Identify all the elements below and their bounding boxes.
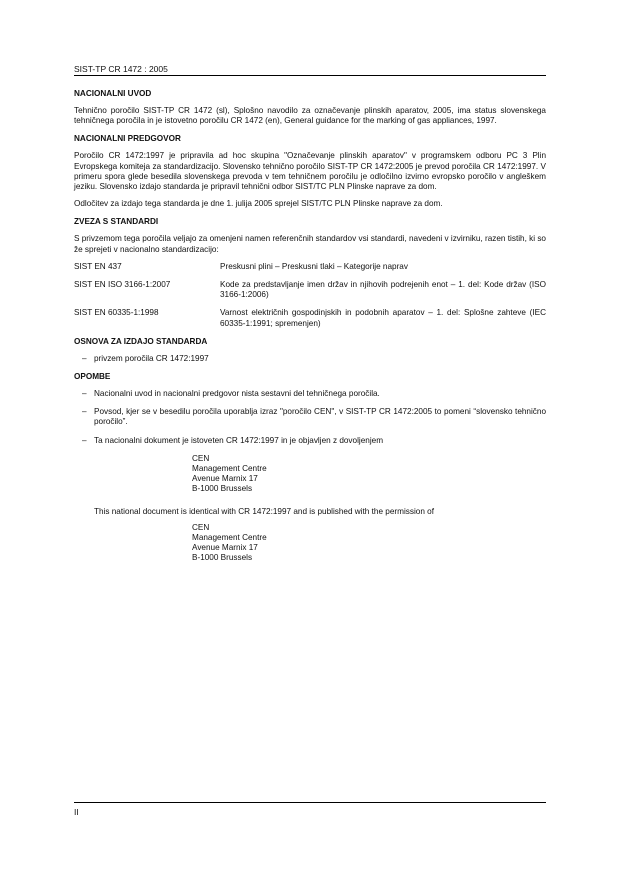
- section-heading: OPOMBE: [74, 372, 111, 382]
- address-block: [192, 454, 546, 495]
- bullet-list: [74, 389, 546, 446]
- section-heading: NACIONALNI PREDGOVOR: [74, 134, 181, 144]
- paragraph: Odločitev za izdajo tega standarda je dne 1. julija 2005 sprejel SIST/TC PLN Plinske naprave za dom.: [74, 199, 443, 209]
- standard-row: [74, 262, 546, 272]
- address-line: Management Centre: [192, 533, 267, 543]
- standard-title: Varnost električnih gospodinjskih in podobnih aparatov – 1. del: Splošne zahteve (IEC 60335-1:1991; spremenjen): [220, 308, 546, 328]
- address-block: [192, 523, 546, 564]
- page-number: II: [74, 807, 79, 817]
- paragraph: Poročilo CR 1472:1997 je pripravila ad hoc skupina "Označevanje plinskih aparatov" v programskem odboru PC 3 Plin Evropskega komiteja za standardizacijo. Slovensko tehnično poročilo SIST-TP CR 1472:2005 je prevod poročila CR 1472:1997. V primeru spora glede besedila slovenskega prevoda v tem tehničnem poročilu je odločilno izvirno evropsko poročilo v angleškem jeziku. Slovensko izdajo standarda je pripravil tehnični odbor SIST/TC PLN Plinske naprave za dom.: [74, 151, 546, 192]
- paragraph: S privzemom tega poročila veljajo za omenjeni namen referenčnih standardov vsi standardi, navedeni v izvirniku, razen tistih, ki so že sprejeti v nacionalno standardizacijo:: [74, 234, 546, 254]
- header-rule: [74, 75, 546, 76]
- section-heading: OSNOVA ZA IZDAJO STANDARDA: [74, 336, 208, 346]
- standard-row: [74, 308, 546, 328]
- document-header: SIST-TP CR 1472 : 2005: [74, 64, 168, 74]
- section-nacionalni-uvod: [74, 89, 546, 126]
- standard-title: Kode za predstavljanje imen držav in njihovih podrejenih enot – 1. del: Kode držav (ISO 3166-1:2006): [220, 280, 546, 300]
- dash-bullet: –: [82, 435, 87, 445]
- dash-bullet: –: [82, 353, 87, 363]
- standard-code: SIST EN ISO 3166-1:2007: [74, 280, 171, 290]
- standard-title: Preskusni plini – Preskusni tlaki – Kategorije naprav: [220, 261, 408, 271]
- list-item: [74, 389, 546, 399]
- list-item-text: Ta nacionalni dokument je istoveten CR 1472:1997 in je objavljen z dovoljenjem: [94, 435, 384, 445]
- english-note: This national document is identical with CR 1472:1997 and is published with the permission of: [94, 506, 434, 516]
- section-nacionalni-predgovor: [74, 134, 546, 209]
- list-item-text: Nacionalni uvod in nacionalni predgovor nista sestavni del tehničnega poročila.: [94, 389, 380, 399]
- section-osnova: [74, 337, 546, 364]
- section-opombe: [74, 372, 546, 564]
- standard-code: SIST EN 60335-1:1998: [74, 308, 159, 318]
- address-line: Avenue Marnix 17: [192, 474, 258, 484]
- standard-code: SIST EN 437: [74, 261, 122, 271]
- bullet-list: [74, 354, 546, 364]
- list-item: [74, 354, 546, 364]
- dash-bullet: –: [82, 407, 87, 417]
- list-item: [74, 407, 546, 427]
- address-line: Avenue Marnix 17: [192, 543, 258, 553]
- footer-rule: [74, 802, 546, 803]
- address-line: B-1000 Brussels: [192, 553, 253, 563]
- page-content: [74, 89, 546, 576]
- address-line: CEN: [192, 522, 210, 532]
- standard-row: [74, 280, 546, 300]
- section-zveza-s-standardi: [74, 217, 546, 328]
- paragraph: Tehnično poročilo SIST-TP CR 1472 (sl), Splošno navodilo za označevanje plinskih aparatov, 2005, ima status slovenskega tehničnega poročila in je istovetno poročilu CR 1472 (en), General guidance for the marking of gas appliances, 1997.: [74, 106, 546, 126]
- address-line: B-1000 Brussels: [192, 484, 253, 494]
- list-item-text: Povsod, kjer se v besedilu poročila uporablja izraz "poročilo CEN", v SIST-TP CR 1472:2005 to pomeni “slovensko tehnično poročilo”.: [94, 407, 546, 427]
- section-heading: NACIONALNI UVOD: [74, 89, 152, 98]
- list-item: [74, 436, 546, 446]
- list-item-text: privzem poročila CR 1472:1997: [94, 353, 209, 363]
- section-heading: ZVEZA S STANDARDI: [74, 217, 159, 227]
- dash-bullet: –: [82, 389, 87, 399]
- address-line: Management Centre: [192, 464, 267, 474]
- address-line: CEN: [192, 453, 210, 463]
